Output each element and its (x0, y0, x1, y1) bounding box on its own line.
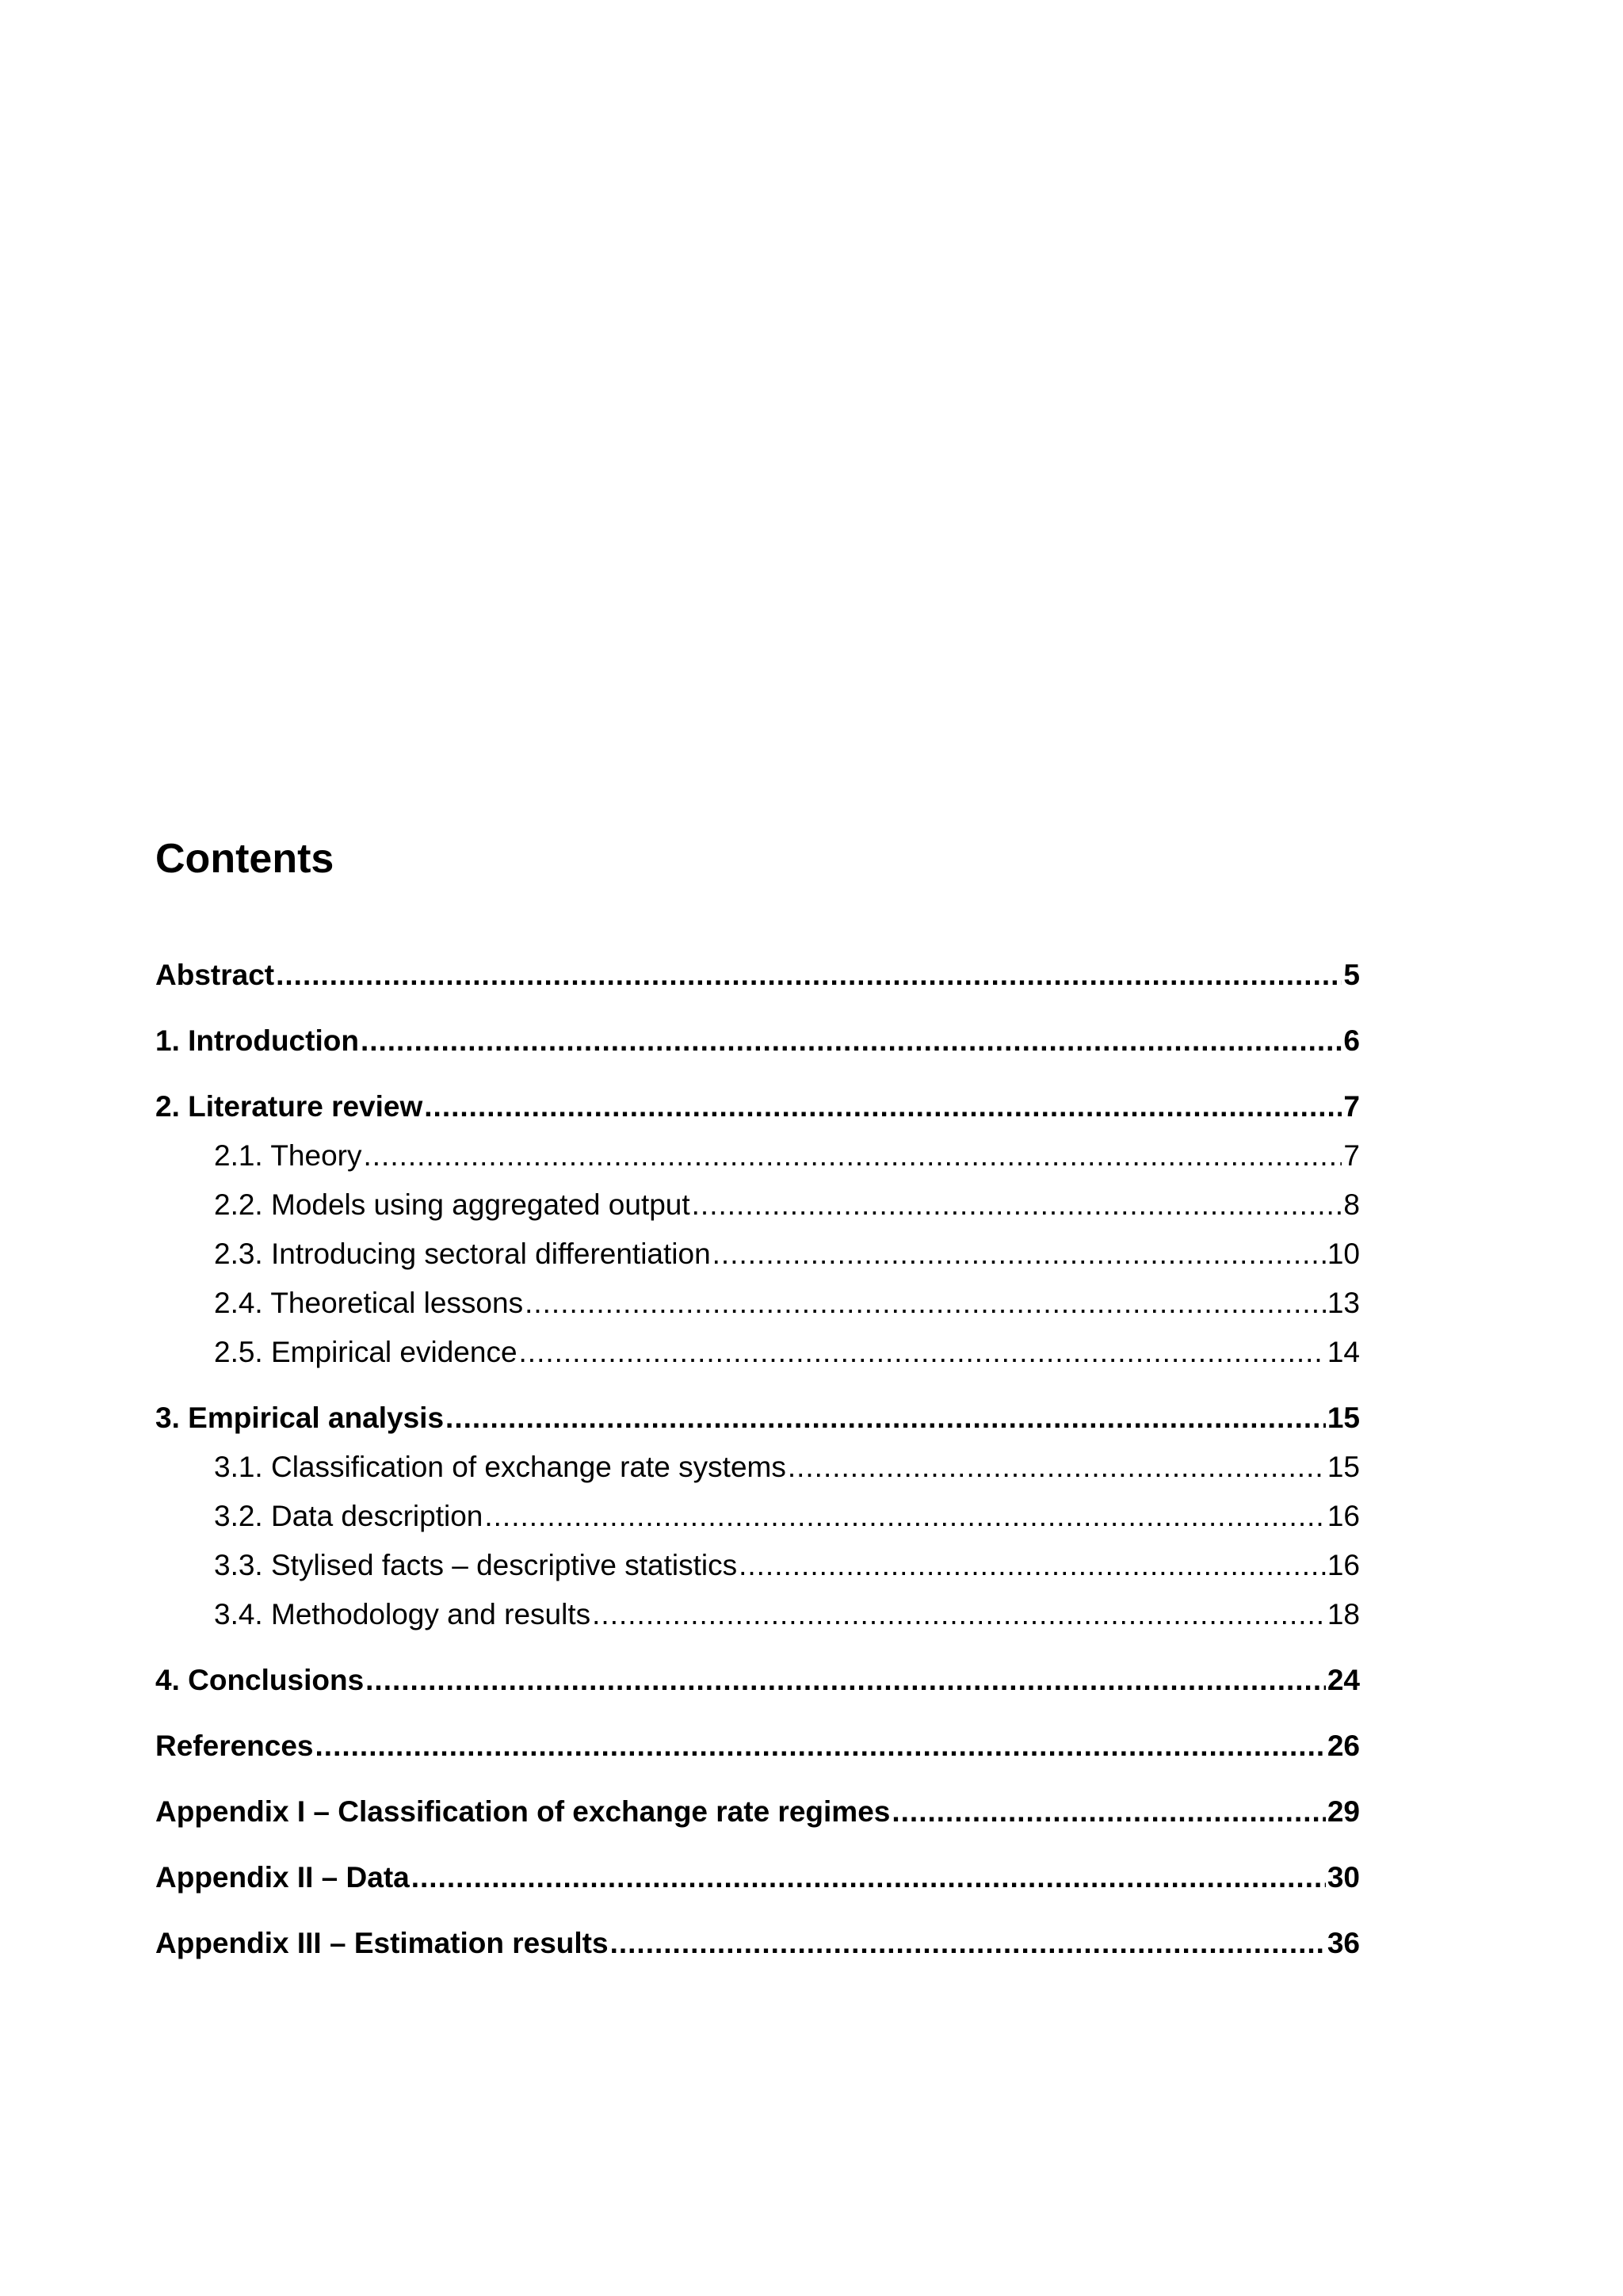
toc-entry-label: 2. Literature review (155, 1090, 423, 1123)
toc-page-number: 26 (1327, 1730, 1360, 1762)
toc-entry-empirical-analysis[interactable] (155, 1394, 1360, 1443)
toc-page-number: 29 (1327, 1795, 1360, 1828)
dot-leader (525, 1279, 1326, 1328)
dot-leader (519, 1328, 1326, 1377)
dot-leader (712, 1230, 1326, 1279)
toc-entry-stylised-facts[interactable] (155, 1541, 1360, 1590)
dot-leader (411, 1853, 1326, 1902)
toc-page-number: 30 (1327, 1861, 1360, 1894)
dot-leader (739, 1541, 1326, 1590)
toc-entry-introduction[interactable] (155, 1016, 1360, 1066)
table-of-contents (155, 951, 1360, 1968)
toc-page-number: 24 (1327, 1664, 1360, 1696)
toc-page-number: 13 (1327, 1287, 1360, 1319)
toc-page-number: 16 (1327, 1500, 1360, 1532)
dot-leader (363, 1131, 1342, 1180)
toc-entry-label: 2.4. Theoretical lessons (214, 1287, 524, 1319)
toc-entry-conclusions[interactable] (155, 1656, 1360, 1705)
toc-entry-sectoral-differentiation[interactable] (155, 1230, 1360, 1279)
toc-page-number: 6 (1343, 1024, 1360, 1057)
toc-entry-appendix-1[interactable] (155, 1787, 1360, 1836)
toc-entry-theory[interactable] (155, 1131, 1360, 1180)
toc-page-number: 15 (1327, 1451, 1360, 1483)
toc-page-number: 14 (1327, 1336, 1360, 1368)
toc-entry-empirical-evidence[interactable] (155, 1328, 1360, 1377)
dot-leader (484, 1492, 1325, 1541)
toc-page-number: 18 (1327, 1598, 1360, 1630)
toc-entry-label: 2.5. Empirical evidence (214, 1336, 517, 1368)
toc-entry-label: 2.3. Introducing sectoral differentiation (214, 1238, 711, 1270)
toc-entry-data-description[interactable] (155, 1492, 1360, 1541)
toc-page-number: 15 (1327, 1402, 1360, 1434)
toc-entry-label: 2.1. Theory (214, 1139, 362, 1172)
dot-leader (365, 1656, 1326, 1705)
toc-entry-label: Appendix III – Estimation results (155, 1927, 609, 1959)
dot-leader (445, 1394, 1326, 1443)
toc-entry-label: 4. Conclusions (155, 1664, 365, 1696)
toc-entry-label: Appendix I – Classification of exchange rate regimes (155, 1795, 891, 1828)
toc-entry-label: 3.2. Data description (214, 1500, 483, 1532)
toc-entry-theoretical-lessons[interactable] (155, 1279, 1360, 1328)
toc-entry-label: 2.2. Models using aggregated output (214, 1188, 690, 1221)
dot-leader (315, 1722, 1326, 1771)
toc-page-number: 36 (1327, 1927, 1360, 1959)
dot-leader (892, 1787, 1325, 1836)
toc-entry-methodology-results[interactable] (155, 1590, 1360, 1639)
dot-leader (592, 1590, 1326, 1639)
toc-page-number: 10 (1327, 1238, 1360, 1270)
toc-entry-appendix-2[interactable] (155, 1853, 1360, 1902)
dot-leader (424, 1082, 1342, 1131)
toc-entry-label: 3.1. Classification of exchange rate systems (214, 1451, 786, 1483)
toc-page-number: 16 (1327, 1549, 1360, 1581)
toc-entry-label: Appendix II – Data (155, 1861, 410, 1894)
dot-leader (276, 951, 1342, 1000)
toc-entry-abstract[interactable] (155, 951, 1360, 1000)
toc-entry-references[interactable] (155, 1722, 1360, 1771)
toc-entry-classification-systems[interactable] (155, 1443, 1360, 1492)
toc-entry-literature-review[interactable] (155, 1082, 1360, 1131)
contents-heading: Contents (155, 836, 334, 882)
toc-page-number: 5 (1343, 959, 1360, 991)
toc-entry-appendix-3[interactable] (155, 1919, 1360, 1968)
toc-entry-label: 3.4. Methodology and results (214, 1598, 591, 1630)
toc-entry-label: 3. Empirical analysis (155, 1402, 445, 1434)
dot-leader (361, 1016, 1342, 1066)
toc-page-number: 7 (1343, 1139, 1360, 1172)
toc-entry-label: 3.3. Stylised facts – descriptive statistics (214, 1549, 738, 1581)
toc-entry-models-aggregated-output[interactable] (155, 1180, 1360, 1230)
toc-entry-label: References (155, 1730, 314, 1762)
toc-entry-label: 1. Introduction (155, 1024, 359, 1057)
toc-entry-label: Abstract (155, 959, 275, 991)
toc-page-number: 7 (1343, 1090, 1360, 1123)
dot-leader (692, 1180, 1342, 1230)
toc-page-number: 8 (1343, 1188, 1360, 1221)
dot-leader (788, 1443, 1326, 1492)
dot-leader (610, 1919, 1326, 1968)
